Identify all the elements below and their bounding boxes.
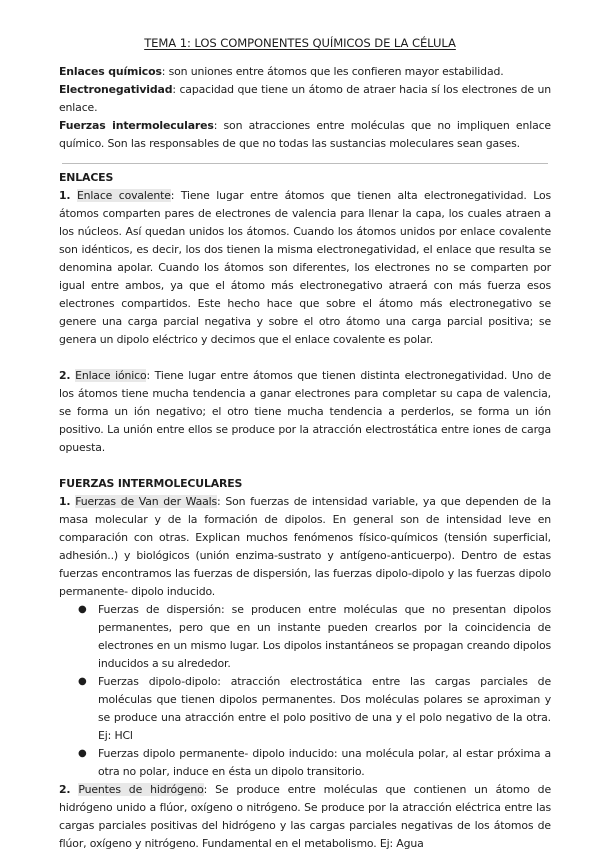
bullet-icon: ● (78, 676, 87, 687)
definition-electronegatividad (59, 81, 551, 117)
highlighted-term: Enlace iónico (75, 369, 147, 382)
paragraph-text: : Tiene lugar entre átomos que tienen alta electronegatividad. Los átomos comparten pares de electrones de valencia para llenar la capa, los cuales atraen a los núcleos. Así quedan unidos los átomos. Cuando los átomos unidos por enlace covalente son idénticos, es decir, los dos tienen la misma electronegatividad, el enlace que resulta se denomina apolar. Cuando los átomos son diferentes, los electrones no se comparten por igual entre ambos, ya que el átomo más electronegativo atraerá con más fuerza esos electrones compartidos. Este hecho hace que sobre el átomo más electronegativo se genere una carga parcial negativa y sobre el otro átomo una carga parcial positiva; se genera un dipolo eléctrico y decimos que el enlace covalente es polar. (59, 189, 552, 346)
definition-fuerzas-intermoleculares (59, 117, 551, 153)
bullet-icon: ● (78, 604, 87, 615)
paragraph-text: : Son fuerzas de intensidad variable, ya que dependen de la masa molecular y de la formación de dipolos. En general son de intensidad leve en comparación con otras. Explican muchos fenómenos físico-químicos (tensión superficial, adhesión..) y biológicos (unión enzima-sustrato y antígeno-anticuerpo). Dentro de estas fuerzas encontramos las fuerzas de dispersión, las fuerzas dipolo-dipolo y las fuerzas dipolo permanente- dipolo inducido. (59, 495, 552, 598)
definition-text: : son uniones entre átomos que les confieren mayor estabilidad. (161, 65, 504, 78)
list-item-text: Fuerzas dipolo permanente- dipolo inducido: una molécula polar, al estar próxima a otra no polar, induce en ésta un dipolo transitorio. (98, 747, 551, 778)
document-body (59, 63, 551, 853)
section-heading-fuerzas: FUERZAS INTERMOLECULARES (59, 477, 243, 490)
paragraph-enlace-covalente (59, 187, 551, 349)
list-item (78, 673, 551, 745)
paragraph-van-der-waals (59, 493, 551, 601)
definition-enlaces-quimicos (59, 63, 551, 81)
item-number: 1. (59, 189, 71, 202)
paragraph-text: : Se produce entre moléculas que contienen un átomo de hidrógeno unido a flúor, oxígeno o nitrógeno. Se produce por la atracción eléctrica entre las cargas parciales positivas del hidrógeno y las cargas parciales negativas de los átomos de flúor, oxígeno y nitrógeno. Fundamental en el metabolismo. Ej: Agua (59, 783, 551, 850)
list-item (78, 601, 551, 673)
page-title: TEMA 1: LOS COMPONENTES QUÍMICOS DE LA CÉLULA (144, 36, 456, 50)
horizontal-divider (62, 163, 548, 164)
item-number: 2. (59, 783, 71, 796)
list-item-text: Fuerzas de dispersión: se producen entre moléculas que no presentan dipolos permanentes, pero que en un instante pueden crearlos por la coincidencia de electrones en un mismo lugar. Los dipolos instantáneos se propagan creando dipolos inducidos a su alrededor. (98, 603, 551, 670)
definition-text: : capacidad que tiene un átomo de atraer hacia sí los electrones de un enlace. (59, 83, 551, 114)
highlighted-term: Fuerzas de Van der Waals (75, 495, 218, 508)
definition-text: : son atracciones entre moléculas que no impliquen enlace químico. Son las responsables de que no todas las sustancias moleculares sean gases. (59, 119, 551, 150)
highlighted-term: Enlace covalente (76, 189, 171, 202)
paragraph-enlace-ionico (59, 367, 551, 457)
item-number: 1. (59, 495, 71, 508)
paragraph-text: : Tiene lugar entre átomos que tienen distinta electronegatividad. Uno de los átomos tiene mucha tendencia a ganar electrones para completar su capa de valencia, se forma un ión negativo; el otro tiene mucha tendencia a perderlos, se forma un ión positivo. La unión entre ellos se produce por la atracción electrostática entre iones de carga opuesta. (59, 369, 552, 454)
definition-term: Electronegatividad (59, 83, 173, 96)
list-item (78, 745, 551, 781)
section-heading-enlaces: ENLACES (59, 171, 114, 184)
definition-term: Enlaces químicos (59, 65, 162, 78)
highlighted-term: Puentes de hidrógeno (78, 783, 204, 796)
definition-term: Fuerzas intermoleculares (59, 119, 214, 132)
bullet-list (59, 601, 551, 781)
bullet-icon: ● (78, 748, 87, 759)
item-number: 2. (59, 369, 71, 382)
paragraph-puentes-hidrogeno (59, 781, 551, 853)
list-item-text: Fuerzas dipolo-dipolo: atracción electrostática entre las cargas parciales de moléculas que tienen dipolos permanentes. Dos moléculas polares se aproximan y se produce una atracción entre el polo positivo de una y el polo negativo de la otra. Ej: HCl (98, 675, 551, 742)
